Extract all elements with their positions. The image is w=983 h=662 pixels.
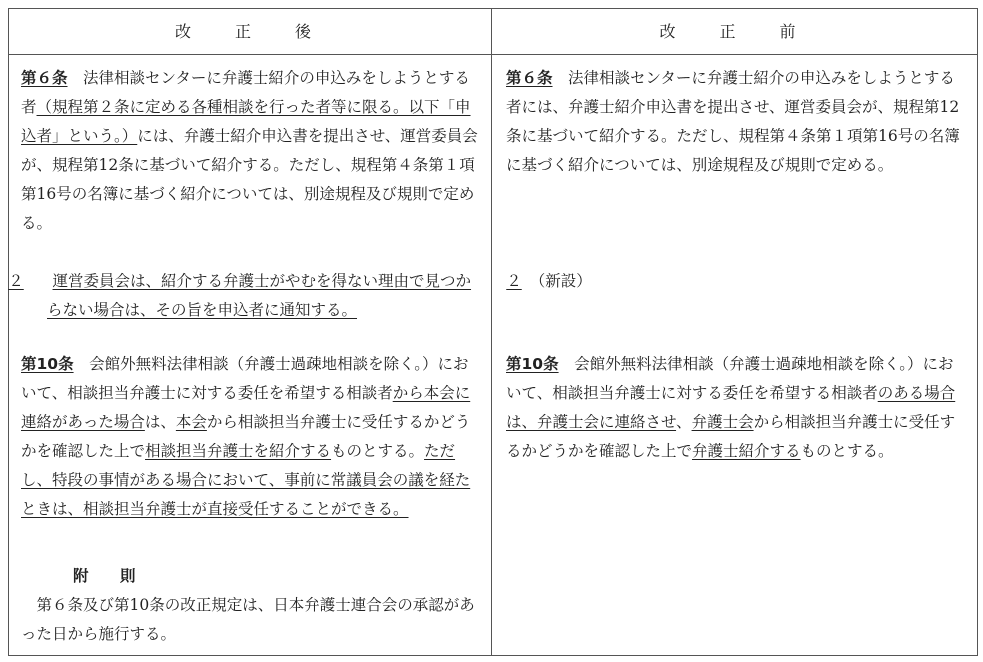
header-divider bbox=[9, 54, 977, 55]
amended-text: （規程第２条に定める各種相談を行った者等に限る。以下「申込者」という。） bbox=[21, 98, 471, 145]
supplementary-text: 第６条及び第10条の改正規定は、日本弁護士連合会の承認があった日から施行する。 bbox=[21, 596, 475, 643]
article-label: 第６条 bbox=[21, 69, 68, 87]
amended-text: ただし、特段の事情がある場合において、事前に常議員会の議を経たときは、相談担当弁護士が直接受任することができる。 bbox=[21, 442, 471, 518]
before-article-6: 第６条 法律相談センターに弁護士紹介の申込みをしようとする者には、弁護士紹介申込書を提出させ、運営委員会が、規程第12条に基づいて紹介する。ただし、規程第４条第１項第16号の名簿に基づく紹介については、別途規程及び規則で定める。 bbox=[506, 69, 960, 174]
amended-text: 弁護士紹介する bbox=[692, 442, 801, 460]
supplementary-title: 附 則 bbox=[73, 567, 144, 585]
amended-text: 運営委員会は、紹介する弁護士がやむを得ない理由で見つからない場合は、その旨を申込者に通知する。 bbox=[47, 272, 472, 319]
comparison-table bbox=[8, 8, 978, 656]
article-label: 第10条 bbox=[506, 355, 559, 373]
paragraph-number: ２ bbox=[8, 272, 24, 290]
supplementary-provisions bbox=[21, 562, 481, 649]
after-article-6: 第６条 法律相談センターに弁護士紹介の申込みをしようとする者（規程第２条に定める各種相談を行った者等に限る。以下「申込者」という。）には、弁護士紹介申込書を提出させ、運営委員会が、規程第12条に基づいて紹介する。ただし、規程第４条第１項第16号の名簿に基づく紹介については、別途規程及び規則で定める。 bbox=[21, 69, 478, 232]
after-article-10: 第10条 会館外無料法律相談（弁護士過疎地相談を除く。）において、相談担当弁護士に対する委任を希望する相談者から本会に連絡があった場合は、本会から相談担当弁護士に受任するかどうかを確認した上で相談担当弁護士を紹介するものとする。ただし、特段の事情がある場合において、事前に常議員会の議を経たときは、相談担当弁護士が直接受任することができる。 bbox=[21, 355, 471, 518]
amended-text: 相談担当弁護士を紹介する bbox=[145, 442, 332, 460]
new-provision-note: （新設） bbox=[537, 272, 592, 290]
amended-text: 本会 bbox=[175, 413, 207, 431]
amended-text: 弁護士会 bbox=[691, 413, 754, 431]
header-after: 改 正 後 bbox=[174, 22, 325, 41]
amended-text: から本会に連絡があった場合 bbox=[21, 384, 471, 431]
article-label: 第10条 bbox=[21, 355, 74, 373]
before-article-10: 第10条 会館外無料法律相談（弁護士過疎地相談を除く。）において、相談担当弁護士に対する委任を希望する相談者のある場合は、弁護士会に連絡させ、弁護士会から相談担当弁護士に受任するかどうかを確認した上で弁護士紹介するものとする。 bbox=[506, 355, 956, 460]
column-divider bbox=[491, 9, 492, 655]
before-article-6-paragraph-2 bbox=[506, 267, 966, 296]
article-label: 第６条 bbox=[506, 69, 553, 87]
amended-text: のある場合は、弁護士会に連絡させ bbox=[506, 384, 956, 431]
after-article-6-paragraph-2 bbox=[8, 267, 481, 325]
header-before: 改 正 前 bbox=[659, 22, 810, 41]
paragraph-number: ２ bbox=[506, 272, 522, 290]
